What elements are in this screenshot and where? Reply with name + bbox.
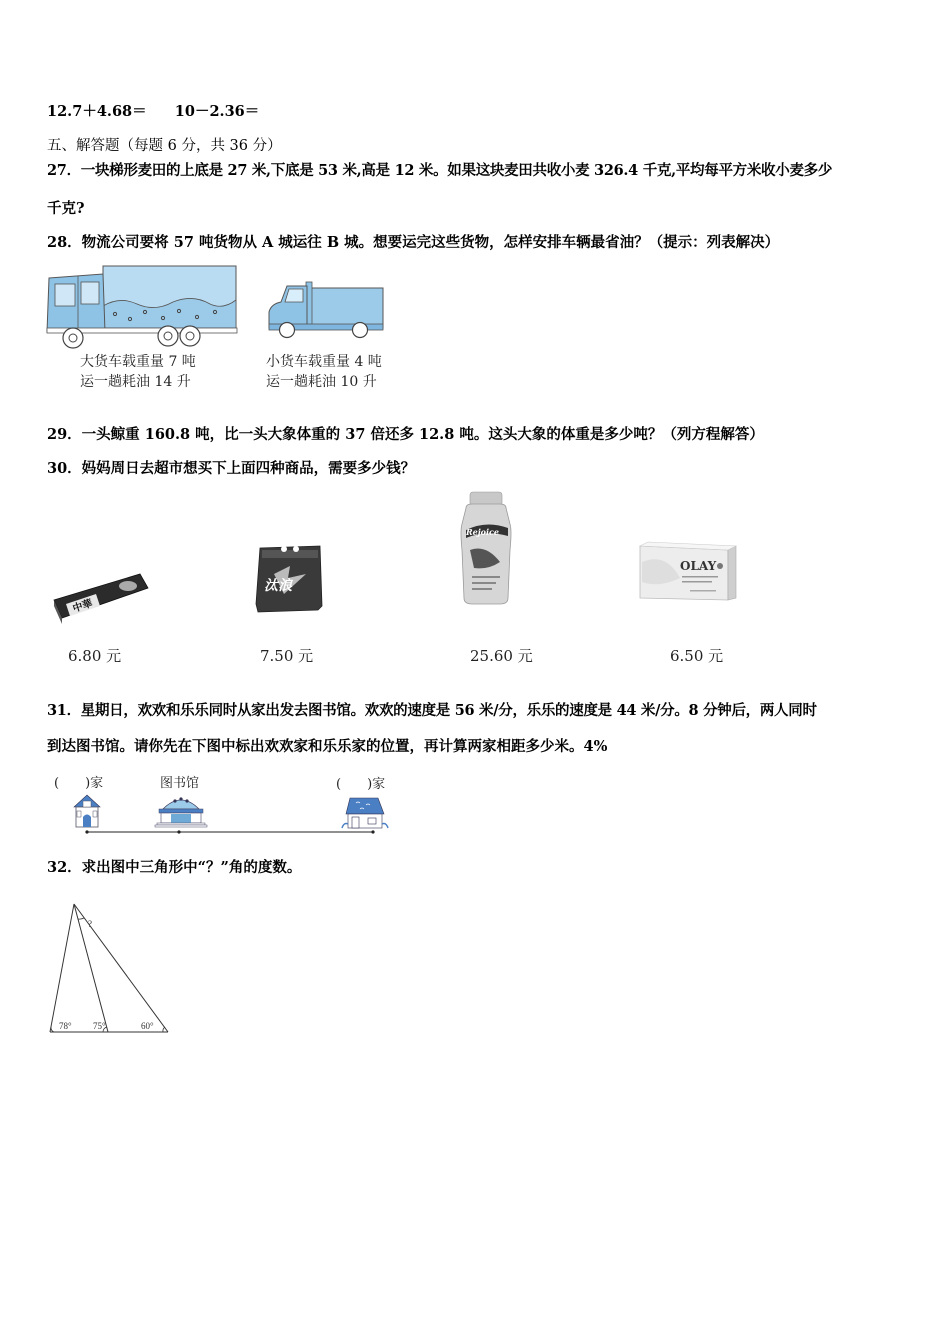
left-home-label: ( )家 xyxy=(54,776,104,791)
question-31-line1: 31．星期日，欢欢和乐乐同时从家出发去图书馆。欢欢的速度是 56 米/分，乐乐的速度是 44 米/分。8 分钟后，两人同时 xyxy=(47,702,817,719)
triangle-diagram xyxy=(48,902,172,1034)
product-price-shampoo: 25.60 元 xyxy=(470,647,533,665)
calc-expression-2: 10－2.36＝ xyxy=(174,103,260,120)
question-32-text: 32．求出图中三角形中“？”角的度数。 xyxy=(47,859,302,876)
toothpaste-icon xyxy=(52,570,152,626)
question-30-text: 30．妈妈周日去超市想买下上面四种商品，需要多少钱？ xyxy=(47,460,416,477)
left-house-icon xyxy=(72,793,102,829)
svg-text:OLAY: OLAY xyxy=(680,559,717,573)
angle-unknown-label: ? xyxy=(88,919,92,929)
product-price-toothpaste: 6.80 元 xyxy=(68,647,122,665)
library-building-icon xyxy=(155,791,207,829)
big-truck-capacity: 大货车载重量 7 吨 xyxy=(80,354,196,370)
small-truck-capacity: 小货车载重量 4 吨 xyxy=(266,354,382,370)
calc-expression-1: 12.7＋4.68＝ xyxy=(47,103,147,120)
question-27-line2: 千克? xyxy=(47,200,85,217)
question-27-line1: 27．一块梯形麦田的上底是 27 米,下底是 53 米,高是 12 米。如果这块麦田共收小麦 326.4 千克,平均每平方米收小麦多少 xyxy=(47,162,833,179)
svg-text:汰浪: 汰浪 xyxy=(264,578,292,594)
product-price-soap: 6.50 元 xyxy=(670,647,724,665)
svg-text:Rejoice: Rejoice xyxy=(466,527,499,537)
svg-text:中華: 中華 xyxy=(71,598,94,615)
angle-middle-label: 75° xyxy=(93,1021,106,1031)
right-home-label: ( )家 xyxy=(336,777,386,792)
angle-left-label: 78° xyxy=(59,1021,72,1031)
calc-line xyxy=(47,102,259,122)
question-28-text: 28．物流公司要将 57 吨货物从 A 城运往 B 城。想要运完这些货物，怎样安排车辆最省油？（提示：列表解决） xyxy=(47,234,780,251)
shampoo-bottle-icon xyxy=(460,490,512,606)
section-title: 五、解答题（每题 6 分，共 36 分） xyxy=(47,138,282,154)
question-31-line2: 到达图书馆。请你先在下图中标出欢欢家和乐乐家的位置，再计算两家相距多少米。4% xyxy=(47,738,608,755)
small-truck-icon xyxy=(265,280,385,338)
right-house-icon xyxy=(342,796,388,830)
big-truck-fuel: 运一趟耗油 14 升 xyxy=(80,374,191,390)
product-price-detergent: 7.50 元 xyxy=(260,647,314,665)
soap-box-icon xyxy=(636,542,738,604)
detergent-bag-icon xyxy=(254,544,326,614)
library-label: 图书馆 xyxy=(160,776,200,791)
question-29-text: 29．一头鲸重 160.8 吨，比一头大象体重的 37 倍还多 12.8 吨。这头大象的体重是多少吨？（列方程解答） xyxy=(47,426,764,443)
big-truck-icon xyxy=(45,264,240,350)
angle-right-label: 60° xyxy=(141,1021,154,1031)
distance-line xyxy=(86,829,376,835)
small-truck-fuel: 运一趟耗油 10 升 xyxy=(266,374,377,390)
